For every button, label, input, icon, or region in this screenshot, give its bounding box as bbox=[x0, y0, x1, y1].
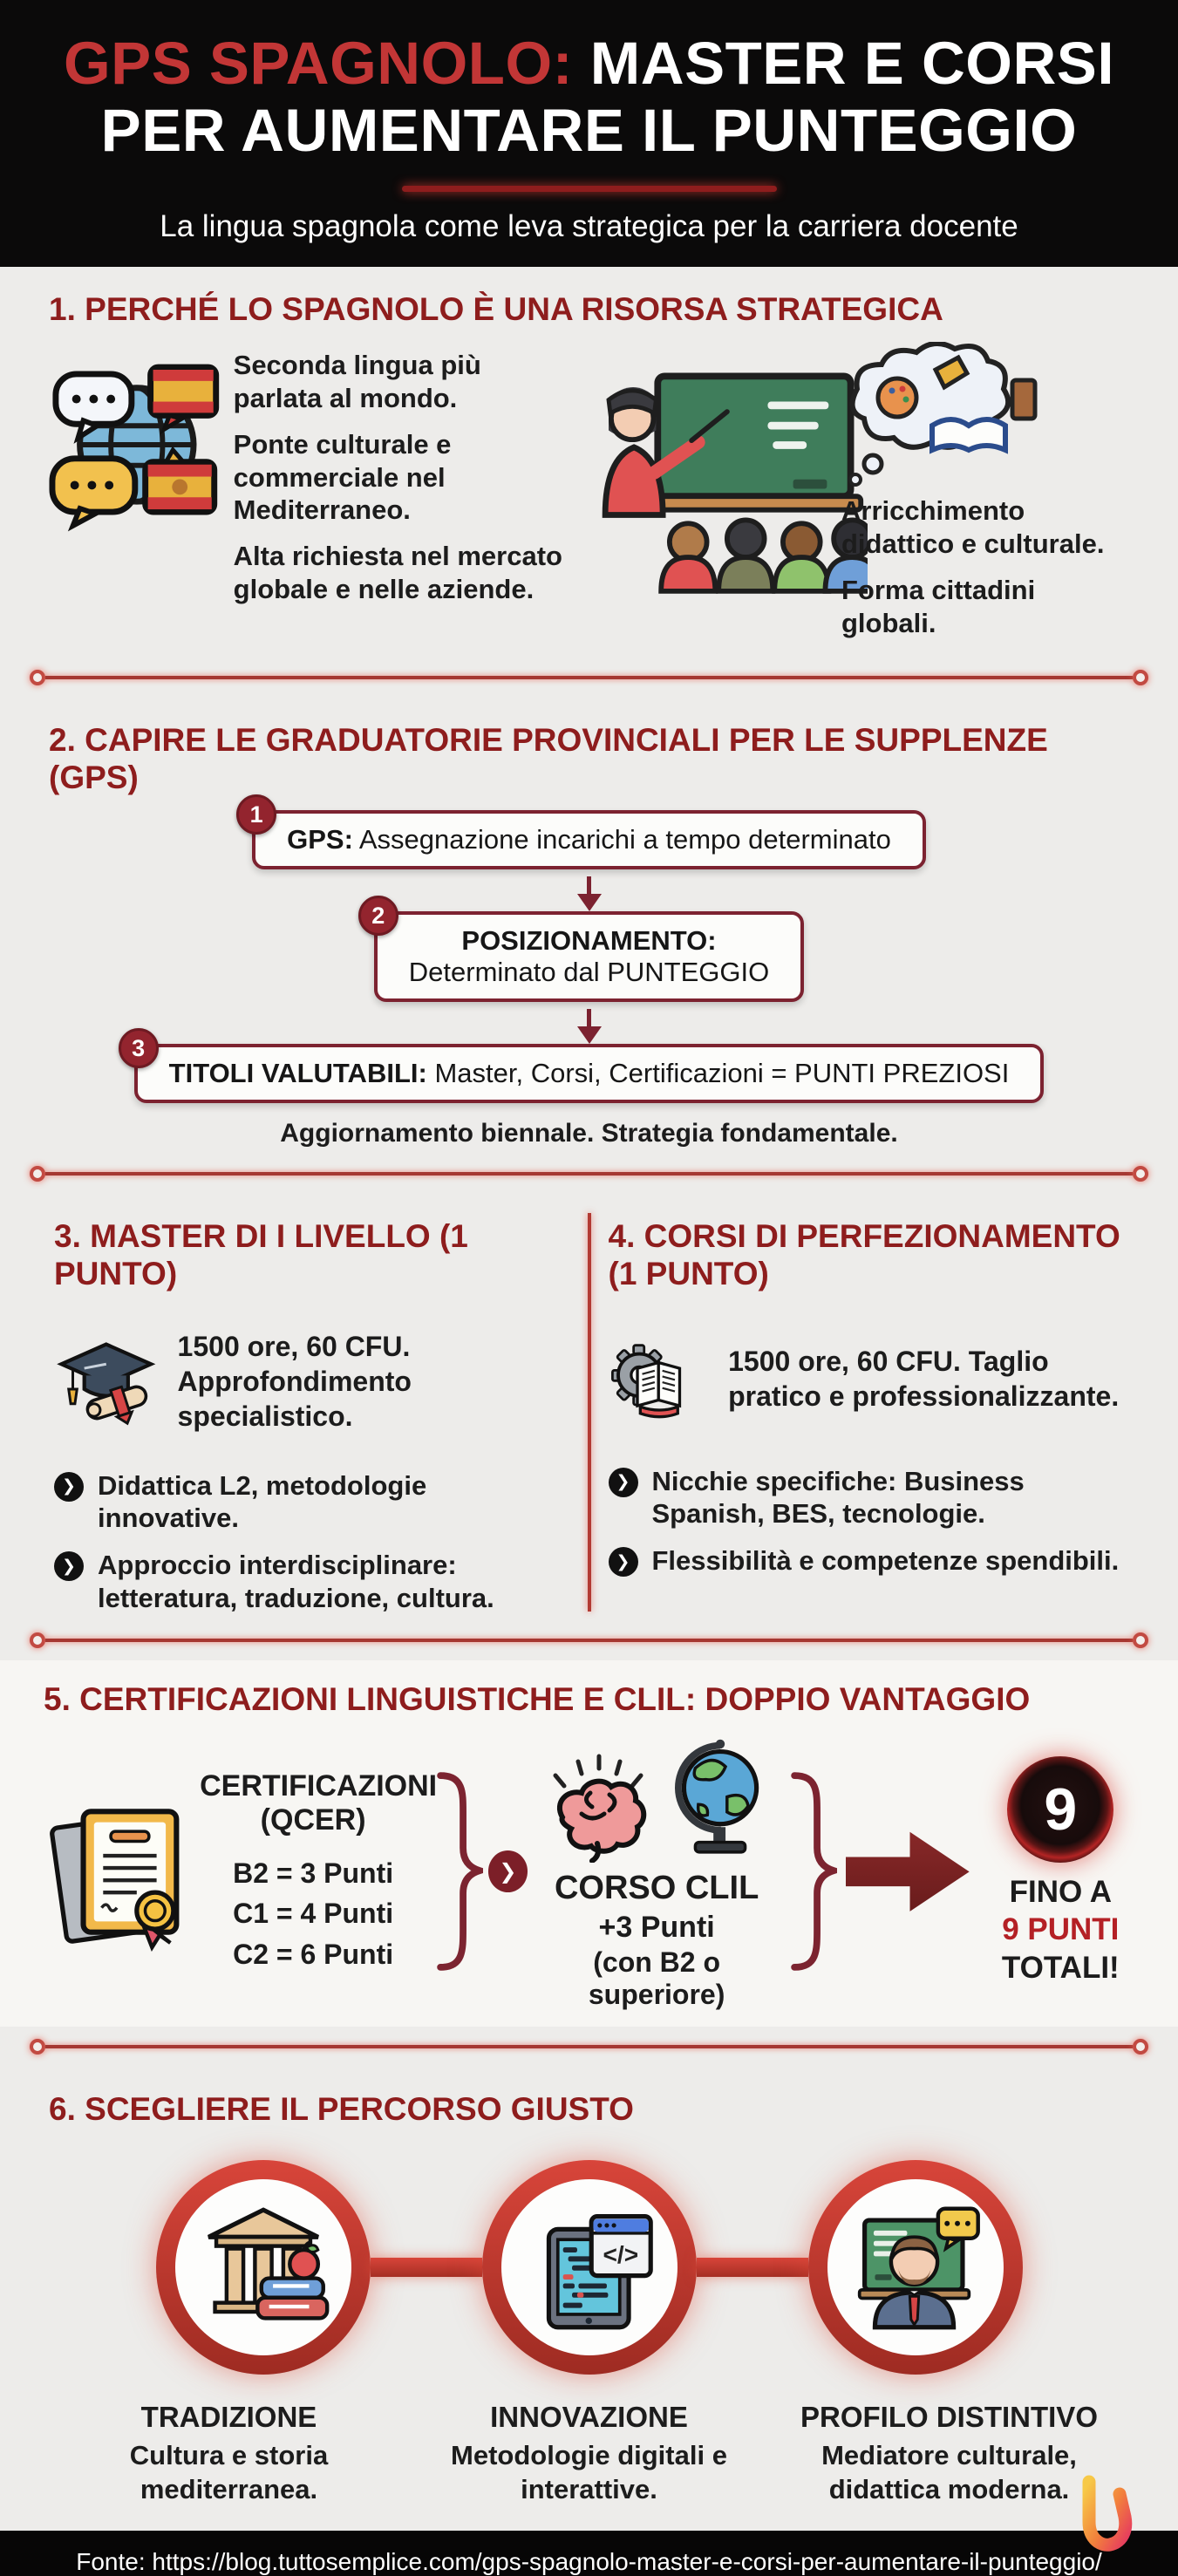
section-1 bbox=[0, 267, 1178, 658]
title-rest: MASTER E CORSI bbox=[573, 30, 1114, 97]
cert-point: C2 = 6 Punti bbox=[233, 1938, 394, 1970]
chevron-bullet-icon: ❯ bbox=[54, 1551, 84, 1581]
page-title bbox=[17, 30, 1161, 165]
clil-title: CORSO CLIL bbox=[554, 1870, 759, 1907]
section-divider bbox=[30, 2039, 1148, 2055]
result-block bbox=[978, 1756, 1143, 1987]
cert-point: C1 = 4 Punti bbox=[233, 1898, 394, 1930]
path-labels bbox=[49, 2401, 1129, 2507]
globe-languages-icon bbox=[49, 342, 221, 544]
section-5-heading: 5. CERTIFICAZIONI LINGUISTICHE E CLIL: DOPPIO VANTAGGIO bbox=[44, 1680, 1031, 1717]
section-6 bbox=[0, 2067, 1178, 2511]
bullet: Alta richiesta nel mercato globale e nelle aziende. bbox=[233, 541, 562, 604]
step-label-bold: GPS: bbox=[287, 824, 353, 855]
code-glyph: </> bbox=[603, 2240, 638, 2268]
path-desc: Cultura e storia mediterranea. bbox=[129, 2439, 329, 2504]
tradition-circle bbox=[156, 2160, 371, 2375]
right-arrow-icon bbox=[846, 1819, 970, 1924]
circle-connector bbox=[371, 2258, 482, 2277]
flow-step-1 bbox=[249, 801, 926, 869]
brace-icon bbox=[430, 1754, 483, 1989]
section-3-intro: 1500 ore, 60 CFU. Approfondimento specialistico. bbox=[177, 1330, 412, 1432]
section-1-heading: 1. PERCHÉ LO SPAGNOLO È UNA RISORSA STRATEGICA bbox=[49, 290, 943, 327]
step-label-bold: POSIZIONAMENTO: bbox=[461, 925, 717, 957]
brain-icon bbox=[536, 1749, 658, 1863]
header bbox=[0, 0, 1178, 267]
thought-bubble-icon bbox=[841, 342, 1059, 490]
result-line: FINO A bbox=[1009, 1874, 1112, 1909]
section-3-heading: 3. MASTER DI I LIVELLO (1 PUNTO) bbox=[54, 1218, 468, 1291]
list-item-text: Nicchie specifiche: Business Spanish, BES, tecnologie. bbox=[651, 1465, 1025, 1530]
section-3 bbox=[49, 1210, 575, 1614]
list-item bbox=[54, 1549, 570, 1615]
bullet: Arricchimento didattico e culturale. bbox=[841, 495, 1105, 559]
title-underline bbox=[402, 186, 777, 192]
step-label: Assegnazione incarichi a tempo determinato bbox=[352, 824, 891, 855]
list-item-text: Approccio interdisciplinare: letteratura, traduzione, cultura. bbox=[98, 1550, 494, 1613]
brace-icon bbox=[784, 1754, 837, 1989]
cultural-mediator-icon bbox=[841, 2193, 990, 2341]
section-divider bbox=[30, 670, 1148, 685]
clil-points: +3 Punti bbox=[598, 1911, 715, 1945]
certifications-block bbox=[200, 1768, 438, 1974]
teacher-classroom-icon bbox=[580, 342, 868, 603]
footer bbox=[0, 2531, 1178, 2576]
down-arrow-icon bbox=[577, 1026, 602, 1044]
path-label bbox=[409, 2401, 769, 2507]
title-line2: PER AUMENTARE IL PUNTEGGIO bbox=[100, 97, 1078, 165]
result-line: TOTALI! bbox=[1001, 1951, 1120, 1986]
graduation-cap-icon bbox=[54, 1307, 159, 1455]
list-item bbox=[609, 1544, 1125, 1578]
profile-circle bbox=[808, 2160, 1023, 2375]
step-number-badge: 2 bbox=[358, 896, 398, 936]
flow-step-2 bbox=[371, 902, 804, 1002]
list-item-text: Didattica L2, metodologie innovative. bbox=[98, 1469, 427, 1534]
section-4 bbox=[603, 1210, 1130, 1614]
path-label bbox=[49, 2401, 409, 2507]
bullet: Seconda lingua più parlata al mondo. bbox=[233, 350, 481, 413]
step-label: Master, Corsi, Certificazioni = PUNTI PREZIOSI bbox=[426, 1058, 1010, 1089]
classical-building-icon bbox=[189, 2193, 337, 2341]
title-highlight: GPS SPAGNOLO: bbox=[64, 30, 574, 97]
column-divider bbox=[588, 1213, 591, 1611]
path-title: PROFILO DISTINTIVO bbox=[800, 2400, 1098, 2433]
path-desc: Mediatore culturale, didattica moderna. bbox=[821, 2439, 1077, 2504]
path-label bbox=[769, 2401, 1129, 2507]
flow-step-3 bbox=[132, 1034, 1045, 1103]
list-item bbox=[54, 1469, 570, 1536]
brand-logo bbox=[1077, 2473, 1141, 2557]
list-item bbox=[609, 1465, 1125, 1531]
digital-code-icon bbox=[515, 2193, 664, 2341]
chevron-circle-icon: ❯ bbox=[488, 1850, 528, 1892]
path-desc: Metodologie digitali e interattive. bbox=[451, 2439, 727, 2504]
section-divider bbox=[30, 1166, 1148, 1182]
subtitle: La lingua spagnola come leva strategica per la carriera docente bbox=[160, 208, 1018, 243]
clil-block bbox=[533, 1732, 780, 2011]
section-2-heading: 2. CAPIRE LE GRADUATORIE PROVINCIALI PER LE SUPPLENZE (GPS) bbox=[49, 722, 1048, 795]
chevron-bullet-icon: ❯ bbox=[609, 1547, 638, 1577]
chevron-bullet-icon: ❯ bbox=[54, 1472, 84, 1502]
clil-note: (con B2 o superiore) bbox=[588, 1946, 725, 2011]
nine-badge-number: 9 bbox=[1044, 1775, 1078, 1843]
cert-title-2: (QCER) bbox=[260, 1803, 366, 1837]
step-number-badge: 1 bbox=[236, 794, 276, 835]
gear-book-icon bbox=[609, 1307, 710, 1451]
section-2-caption: Aggiornamento biennale. Strategia fondamentale. bbox=[280, 1119, 898, 1148]
section-6-heading: 6. SCEGLIERE IL PERCORSO GIUSTO bbox=[49, 2091, 634, 2128]
section-1-bullet-list bbox=[234, 342, 568, 619]
path-title: TRADIZIONE bbox=[140, 2400, 317, 2433]
cert-point: B2 = 3 Punti bbox=[233, 1857, 394, 1889]
section-1-right-list bbox=[841, 494, 1129, 639]
path-title: INNOVAZIONE bbox=[490, 2400, 688, 2433]
chevron-bullet-icon: ❯ bbox=[609, 1468, 638, 1497]
result-line-points: 9 PUNTI bbox=[1002, 1912, 1120, 1947]
list-item-text: Flessibilità e competenze spendibili. bbox=[651, 1545, 1120, 1577]
section-2 bbox=[0, 698, 1178, 1154]
circle-connector bbox=[697, 2258, 808, 2277]
globe-stand-icon bbox=[664, 1732, 777, 1863]
source-url: Fonte: https://blog.tuttosemplice.com/gps-spagnolo-master-e-corsi-per-aumentare-il-punteggio/ bbox=[76, 2548, 1102, 2576]
bullet: Ponte culturale e commerciale nel Mediterraneo. bbox=[233, 428, 452, 526]
section-5 bbox=[0, 1660, 1178, 2027]
step-number-badge: 3 bbox=[119, 1028, 159, 1068]
step-label: Determinato dal PUNTEGGIO bbox=[408, 957, 770, 988]
section-4-intro: 1500 ore, 60 CFU. Taglio pratico e professionalizzante. bbox=[728, 1346, 1120, 1413]
down-arrow-icon bbox=[577, 894, 602, 911]
path-circles bbox=[49, 2160, 1129, 2375]
innovation-circle bbox=[482, 2160, 697, 2375]
cert-title: CERTIFICAZIONI bbox=[200, 1768, 438, 1803]
section-divider bbox=[30, 1632, 1148, 1648]
section-4-heading: 4. CORSI DI PERFEZIONAMENTO (1 PUNTO) bbox=[608, 1218, 1120, 1291]
bullet: Forma cittadini globali. bbox=[841, 574, 1036, 638]
certificate-icon bbox=[44, 1787, 196, 1957]
sections-3-4 bbox=[0, 1194, 1178, 1619]
nine-badge bbox=[1007, 1756, 1113, 1863]
gps-flowchart bbox=[49, 801, 1129, 1148]
step-label-bold: TITOLI VALUTABILI: bbox=[168, 1058, 427, 1089]
